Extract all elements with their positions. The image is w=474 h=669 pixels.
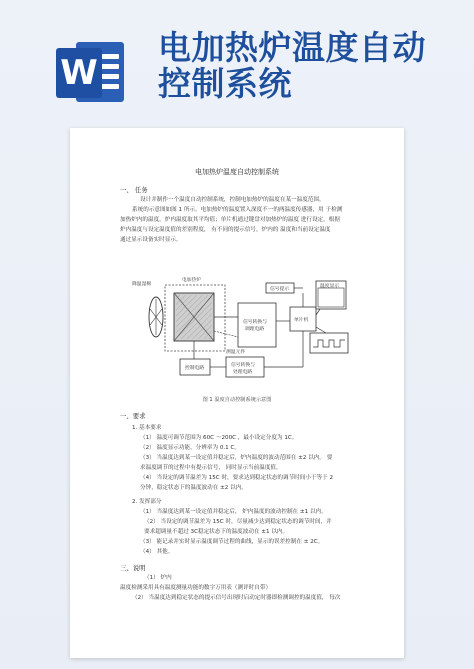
figure-caption: 图 1 温度自动控制系统示意图 (202, 397, 272, 403)
word-document-icon (56, 38, 126, 106)
label-mcu: 单片机 (294, 318, 309, 323)
label-insulation: 降温湿棉 (132, 282, 152, 287)
note-line: （2） 当温度达到稳定状态的提示信号出现时启动定时器即检测调控的温度值， 每次 (132, 595, 341, 601)
task-line: 通过显示设备实时显示。 (120, 237, 182, 243)
label-furnace: 电加热炉 (182, 278, 202, 283)
extended-line: （4） 其他。 (140, 549, 174, 555)
section-task-heading: 一、 任务 (120, 186, 148, 194)
word-logo-letter: W (56, 48, 102, 98)
signal-conditioning-block (238, 303, 276, 347)
section-requirements-heading: 一、要求 (120, 412, 146, 420)
header (0, 0, 474, 110)
label-sensor: 测温元件 (226, 350, 246, 355)
svg-text:信号转换与: 信号转换与 (231, 363, 255, 368)
extended-line: （3） 能记录并实时显示温度调节过程的曲线，显示的误差控制在 ± 2C。 (140, 539, 324, 545)
document-title: 电加热炉温度自动控制系统 (195, 168, 279, 176)
label-signal-2: 调理电路 (245, 327, 265, 332)
document-page (70, 128, 404, 658)
svg-text:处理电路: 处理电路 (233, 370, 253, 375)
task-line: 炉内温度与设定温度值的差别程度， 有不同的提示信号，炉内的 温度和当前设定温度 (120, 227, 331, 233)
label-control: 控制电路 (185, 366, 205, 371)
task-line: 设计并制作一个温度自动控制系统，控制电加热炉的温度在某一温度范围。 (140, 197, 325, 203)
label-display: 温度显示 (320, 284, 340, 289)
task-line: 加热炉内的温度，炉内温度取其平均值；单片机通过键盘对加热炉的温度 进行设定，根据 (120, 217, 340, 223)
system-diagram (130, 271, 350, 397)
label-prompt: 信号提示 (270, 287, 290, 292)
requirement-line: 求温度调节的过程中有提示信号， 同时显示当前温度值。 (140, 465, 282, 471)
requirement-line: （3） 当温度达到某一设定值并稳定后，炉内温度的波动范围在 ±2 以内。 要 (140, 455, 333, 461)
extended-line: （1） 当温度达到某一设定值并稳定后， 炉内温度的波动控制在 ±1 以内。 (140, 509, 327, 515)
basic-requirements-heading: 1. 基本要求 (132, 425, 162, 431)
task-line: 系统的示意图如图 1 所示。电加热炉的温度置入深度不一的两温度传感器，用 于检测 (132, 207, 343, 213)
extended-requirements-heading: 2. 发挥部分 (132, 499, 162, 505)
note-line: （1） 炉内 (144, 575, 172, 581)
extended-line: 要求超调量不超过 3C稳定状态下的温度波动在 ±1 以内。 (144, 529, 289, 535)
requirement-line: （4） 当设定的调节温差为 15C 时，要求达到稳定状态的调节时间小于等于 2 (140, 475, 334, 481)
requirement-line: （1） 温度可调节范围为 60C 〜200C ，最小设定分度为 1C。 (140, 435, 298, 441)
label-signal-1: 信号转换与 (243, 320, 267, 325)
note-line: 温度检测采用具有温度测量功能的数字万用表（测评时自带） (120, 585, 272, 591)
section-notes-heading: 三、说明 (120, 564, 146, 572)
extended-line: （2） 当设定的调节温差为 15C 时，尽量减少达到稳定状态的调节时间，并 (144, 519, 332, 525)
requirement-line: 分钟，稳定状态下的温度波动在 ±2 以内。 (140, 485, 247, 491)
requirement-line: （2） 温度显示功能，分辨率为 0.1 C。 (140, 445, 241, 451)
page-title: 电加热炉温度自动控制系统 (158, 28, 426, 103)
